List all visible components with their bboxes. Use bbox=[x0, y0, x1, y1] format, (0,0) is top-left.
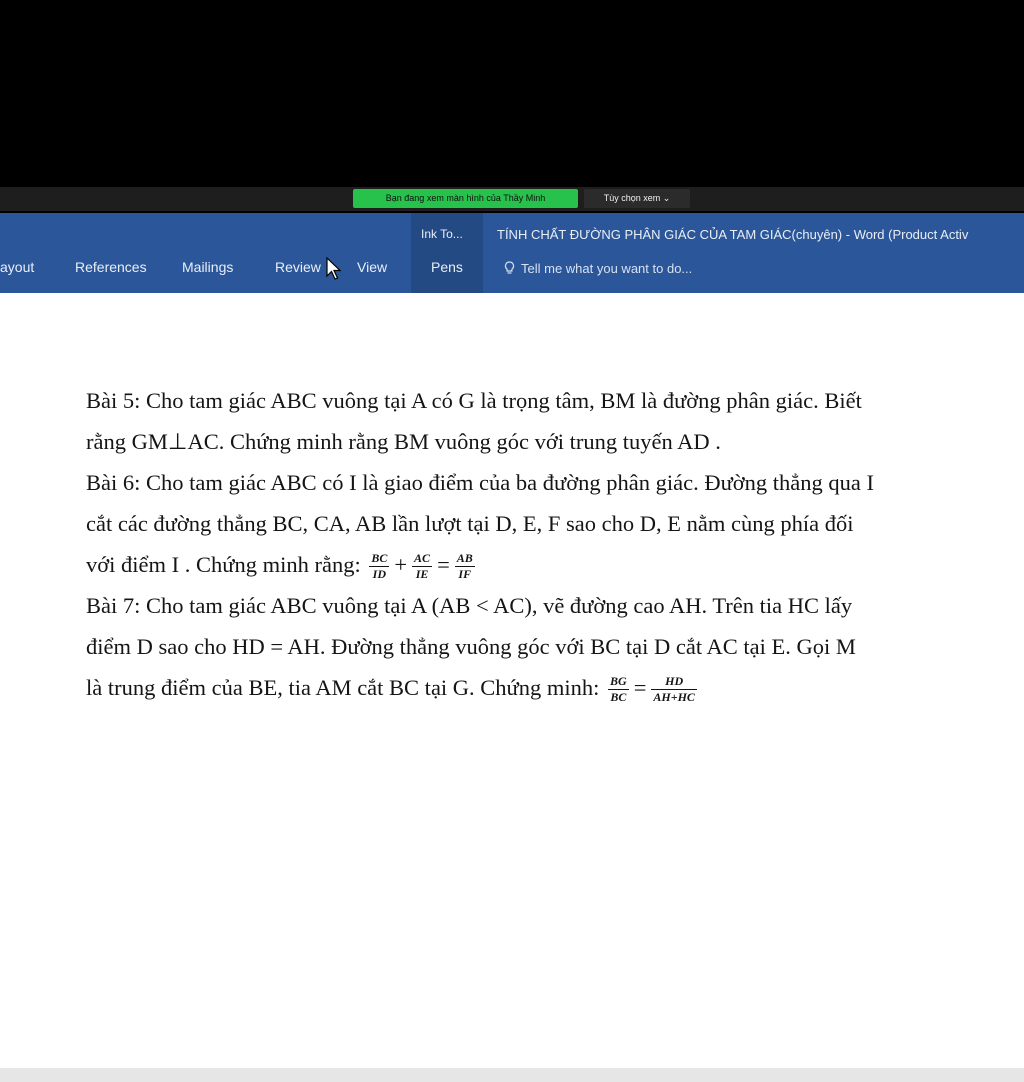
exercise-7-line-1: Bài 7: Cho tam giác ABC vuông tại A (AB < AC), vẽ đường cao AH. Trên tia HC lấy bbox=[86, 593, 853, 618]
equals-sign: = bbox=[437, 552, 450, 577]
document-title: TÍNH CHẤT ĐƯỜNG PHÂN GIÁC CỦA TAM GIÁC(chuyên) - Word (Product Activ bbox=[497, 227, 969, 242]
ink-tools-label: Ink To... bbox=[421, 227, 463, 241]
fraction-ab-if: $\frac{AB}{IF}$ bbox=[456, 551, 473, 582]
exercise-6-prompt: với điểm I . Chứng minh rằng: bbox=[86, 552, 361, 577]
exercise-7-line-2: điểm D sao cho HD = AH. Đường thẳng vuông góc với BC tại D cắt AC tại E. Gọi M bbox=[86, 634, 856, 659]
document-body bbox=[86, 380, 996, 708]
tab-pens[interactable]: Pens bbox=[431, 259, 463, 275]
fraction-bc-id: $\frac{BC}{ID}$ bbox=[371, 551, 388, 582]
tab-review[interactable]: Review bbox=[275, 259, 321, 275]
tell-me-text: Tell me what you want to do... bbox=[521, 261, 693, 276]
equals-sign: = bbox=[633, 675, 647, 700]
word-ribbon bbox=[0, 213, 1024, 293]
tab-references[interactable]: References bbox=[75, 259, 147, 275]
fraction-bg-bc: $\frac{BG}{BC}$ bbox=[610, 674, 627, 705]
exercise-7-line-3 bbox=[86, 667, 996, 708]
view-options-button[interactable] bbox=[584, 189, 690, 208]
exercise-5-line-2: rằng GM⊥AC. Chứng minh rằng BM vuông góc với trung tuyến AD . bbox=[86, 429, 721, 454]
plus-sign: + bbox=[394, 552, 408, 577]
tab-layout[interactable]: ayout bbox=[0, 259, 35, 275]
ink-tools-group bbox=[411, 213, 483, 293]
exercise-6-line-1: Bài 6: Cho tam giác ABC có I là giao điểm của ba đường phân giác. Đường thẳng qua I bbox=[86, 470, 875, 495]
tell-me-search[interactable] bbox=[504, 261, 692, 276]
page-bottom-edge bbox=[0, 1068, 1024, 1082]
tab-mailings[interactable]: Mailings bbox=[182, 259, 234, 275]
chevron-down-icon: ⌄ bbox=[662, 193, 671, 203]
exercise-6-line-3 bbox=[86, 544, 996, 585]
fraction-hd-ahhc: $\frac{HD}{AH+HC}$ bbox=[653, 674, 695, 705]
exercise-7-prompt: là trung điểm của BE, tia AM cắt BC tại G. Chứng minh: bbox=[86, 675, 600, 700]
screen-share-banner: Bạn đang xem màn hình của Thầy Minh bbox=[353, 189, 578, 208]
mouse-cursor-icon bbox=[326, 257, 342, 281]
exercise-6-line-2: cắt các đường thẳng BC, CA, AB lần lượt tại D, E, F sao cho D, E nằm cùng phía đối bbox=[86, 511, 854, 536]
lightbulb-icon bbox=[504, 261, 515, 275]
fraction-ac-ie: $\frac{AC}{IE}$ bbox=[414, 551, 431, 582]
view-options-label: Tùy chọn xem bbox=[603, 193, 661, 203]
exercise-5-line-1: Bài 5: Cho tam giác ABC vuông tại A có G là trọng tâm, BM là đường phân giác. Biết bbox=[86, 388, 862, 413]
tab-view[interactable]: View bbox=[357, 259, 388, 275]
